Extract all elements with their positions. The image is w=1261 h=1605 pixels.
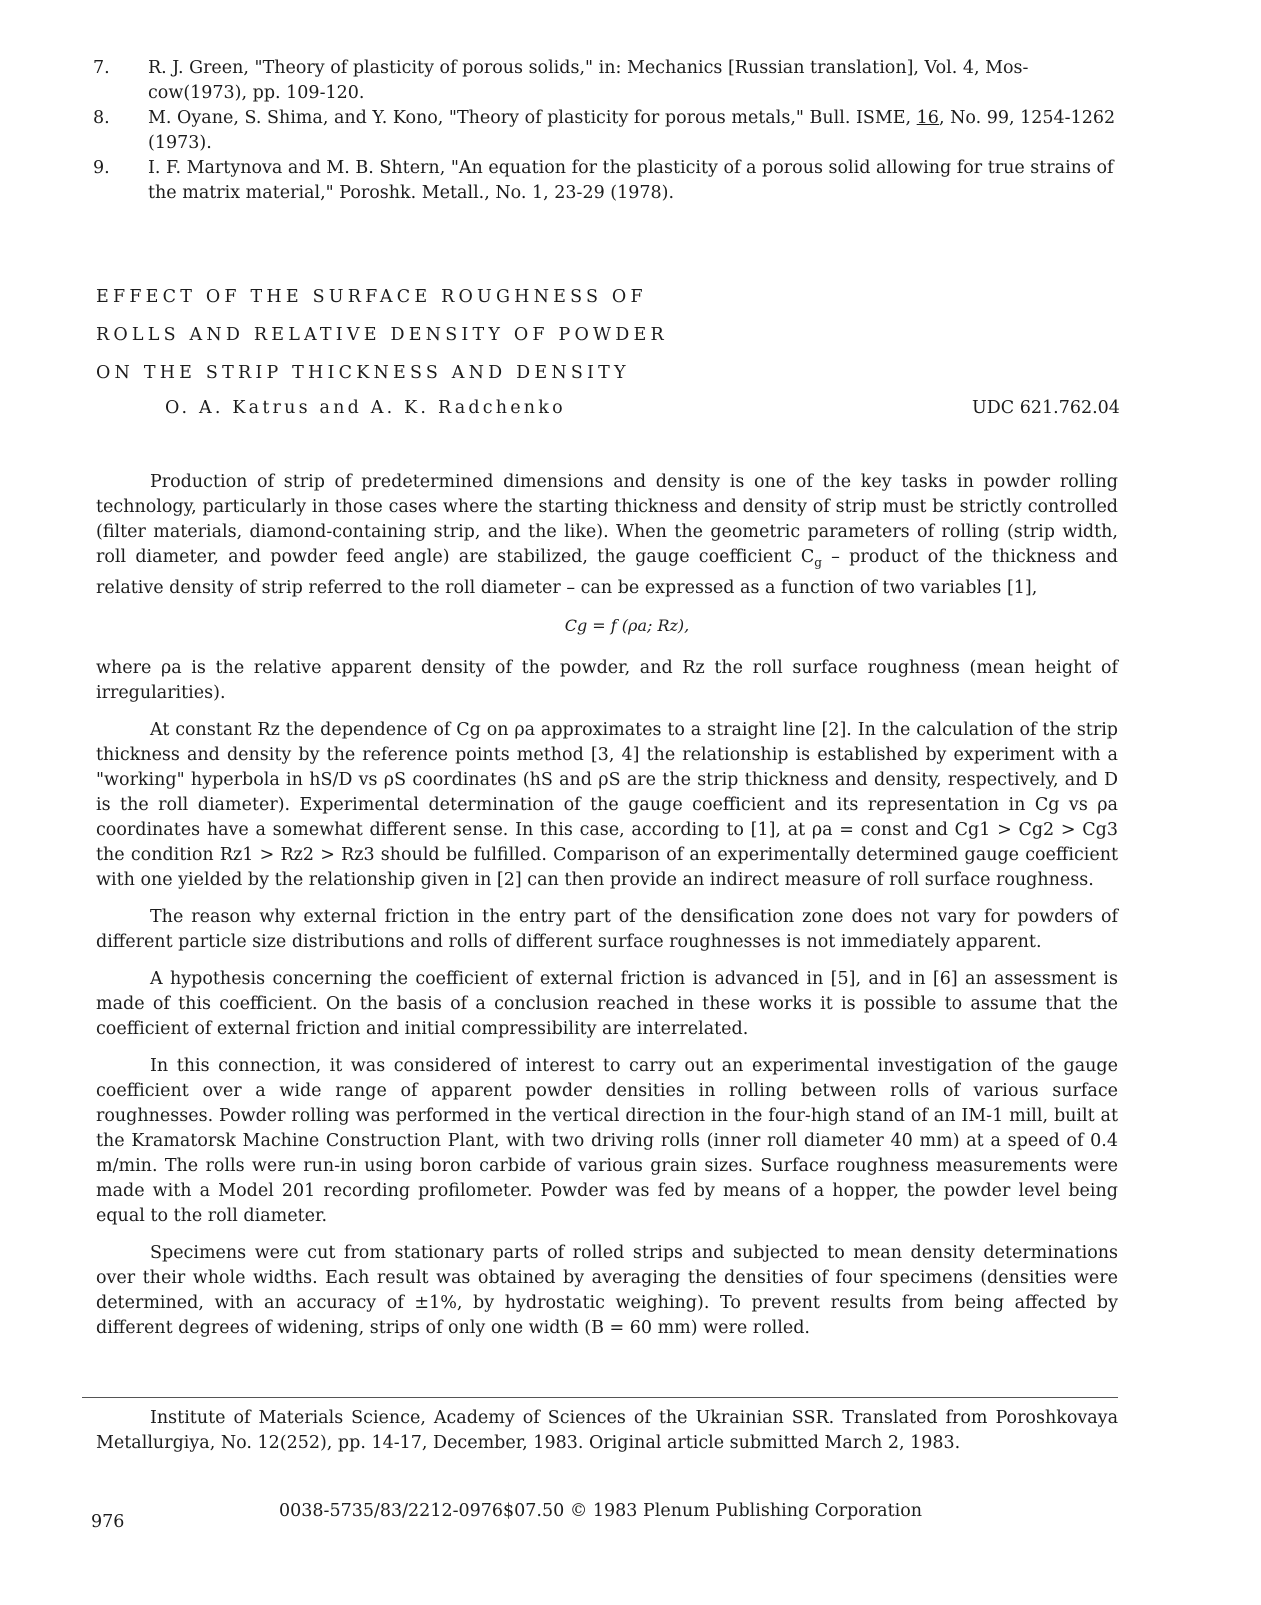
reference-number: 8.	[93, 108, 110, 128]
reference-item	[93, 56, 1123, 106]
reference-text: R. J. Green, "Theory of plasticity of porous solids," in: Mechanics [Russian translation], Vol. 4, Mos-cow(1973), pp. 109-120.	[148, 58, 1029, 103]
body-paragraph: Production of strip of predetermined dimensions and density is one of the key tasks in powder rolling technology, particularly in those cases where the starting thickness and density of strip must be strictly controlled (filter materials, diamond-containing strip, and the like). When the geometric parameters of rolling (strip width, roll diameter, and powder feed angle) are stabilized, the gauge coefficient $C_g$ – product of the thickness and relative density of strip referred to the roll diameter – can be expressed as a function of two variables [1],	[96, 472, 1118, 598]
reference-volume: 16	[916, 108, 939, 128]
article-body	[96, 470, 1118, 1353]
formula: Cg = f (ρa; Rz),	[564, 615, 690, 635]
body-paragraph: The reason why external friction in the entry part of the densification zone does not vary for powders of different particle size distributions and rolls of different surface roughnesses is not immediately apparent.	[96, 906, 1118, 952]
copyright-line: 0038-5735/83/2212-0976$07.50 © 1983 Plenum Publishing Corporation	[279, 1501, 923, 1521]
footnote: Institute of Materials Science, Academy of Sciences of the Ukrainian SSR. Translated from Poroshkovaya Metallurgiya, No. 12(252), pp. 14-17, December, 1983. Original article submitted March 2, 1983.	[96, 1408, 1118, 1453]
body-paragraph: At constant Rz the dependence of Cg on ρa approximates to a straight line [2]. In the calculation of the strip thickness and density by the reference points method [3, 4] the relationship is established by experiment with a "working" hyperbola in hS/D vs ρS coordinates (hS and ρS are the strip thickness and density, respectively, and D is the roll diameter). Experimental determination of the gauge coefficient and its representation in Cg vs ρa coordinates have a somewhat different sense. In this case, according to [1], at ρa = const and Cg1 > Cg2 > Cg3 the condition Rz1 > Rz2 > Rz3 should be fulfilled. Comparison of an experimentally determined gauge coefficient with one yielded by the relationship given in [2] can then provide an indirect measure of roll surface roughness.	[96, 719, 1118, 890]
title-line: ON THE STRIP THICKNESS AND DENSITY	[96, 363, 630, 383]
reference-item	[93, 156, 1123, 206]
article-title	[96, 278, 668, 392]
body-paragraph: A hypothesis concerning the coefficient of external friction is advanced in [5], and in [6] an assessment is made of this coefficient. On the basis of a conclusion reached in these works it is possible to assume that the coefficient of external friction and initial compressibility are interrelated.	[96, 968, 1118, 1039]
udc-code: UDC 621.762.04	[972, 398, 1120, 418]
body-paragraph: Specimens were cut from stationary parts of rolled strips and subjected to mean density determinations over their whole widths. Each result was obtained by averaging the densities of four specimens (densities were determined, with an accuracy of ±1%, by hydrostatic weighing). To prevent results from being affected by different degrees of widening, strips of only one width (B = 60 mm) were rolled.	[96, 1242, 1118, 1338]
title-line: ROLLS AND RELATIVE DENSITY OF POWDER	[96, 325, 668, 345]
footnote-divider	[82, 1397, 1118, 1398]
reference-number: 7.	[93, 58, 110, 78]
title-line: EFFECT OF THE SURFACE ROUGHNESS OF	[96, 287, 647, 307]
reference-text: M. Oyane, S. Shima, and Y. Kono, "Theory of plasticity for porous metals," Bull. ISME, 16, No. 99, 1254-1262 (1973).	[148, 108, 1116, 153]
article-authors: O. A. Katrus and A. K. Radchenko	[165, 398, 566, 418]
reference-item	[93, 106, 1123, 156]
body-paragraph: In this connection, it was considered of interest to carry out an experimental investigation of the gauge coefficient over a wide range of apparent powder densities in rolling between rolls of various surface roughnesses. Powder rolling was performed in the vertical direction in the four-high stand of an IM-1 mill, built at the Kramatorsk Machine Construction Plant, with two driving rolls (inner roll diameter 40 mm) at a speed of 0.4 m/min. The rolls were run-in using boron carbide of various grain sizes. Surface roughness measurements were made with a Model 201 recording profilometer. Powder was fed by means of a hopper, the powder level being equal to the roll diameter.	[96, 1055, 1118, 1226]
page-number: 976	[91, 1512, 125, 1532]
body-paragraph: where ρa is the relative apparent density of the powder, and Rz the roll surface roughness (mean height of irregularities).	[96, 657, 1118, 703]
reference-text: I. F. Martynova and M. B. Shtern, "An equation for the plasticity of a porous solid allowing for true strains of the matrix material," Poroshk. Metall., No. 1, 23-29 (1978).	[148, 158, 1114, 203]
reference-list	[93, 56, 1123, 206]
reference-number: 9.	[93, 158, 110, 178]
